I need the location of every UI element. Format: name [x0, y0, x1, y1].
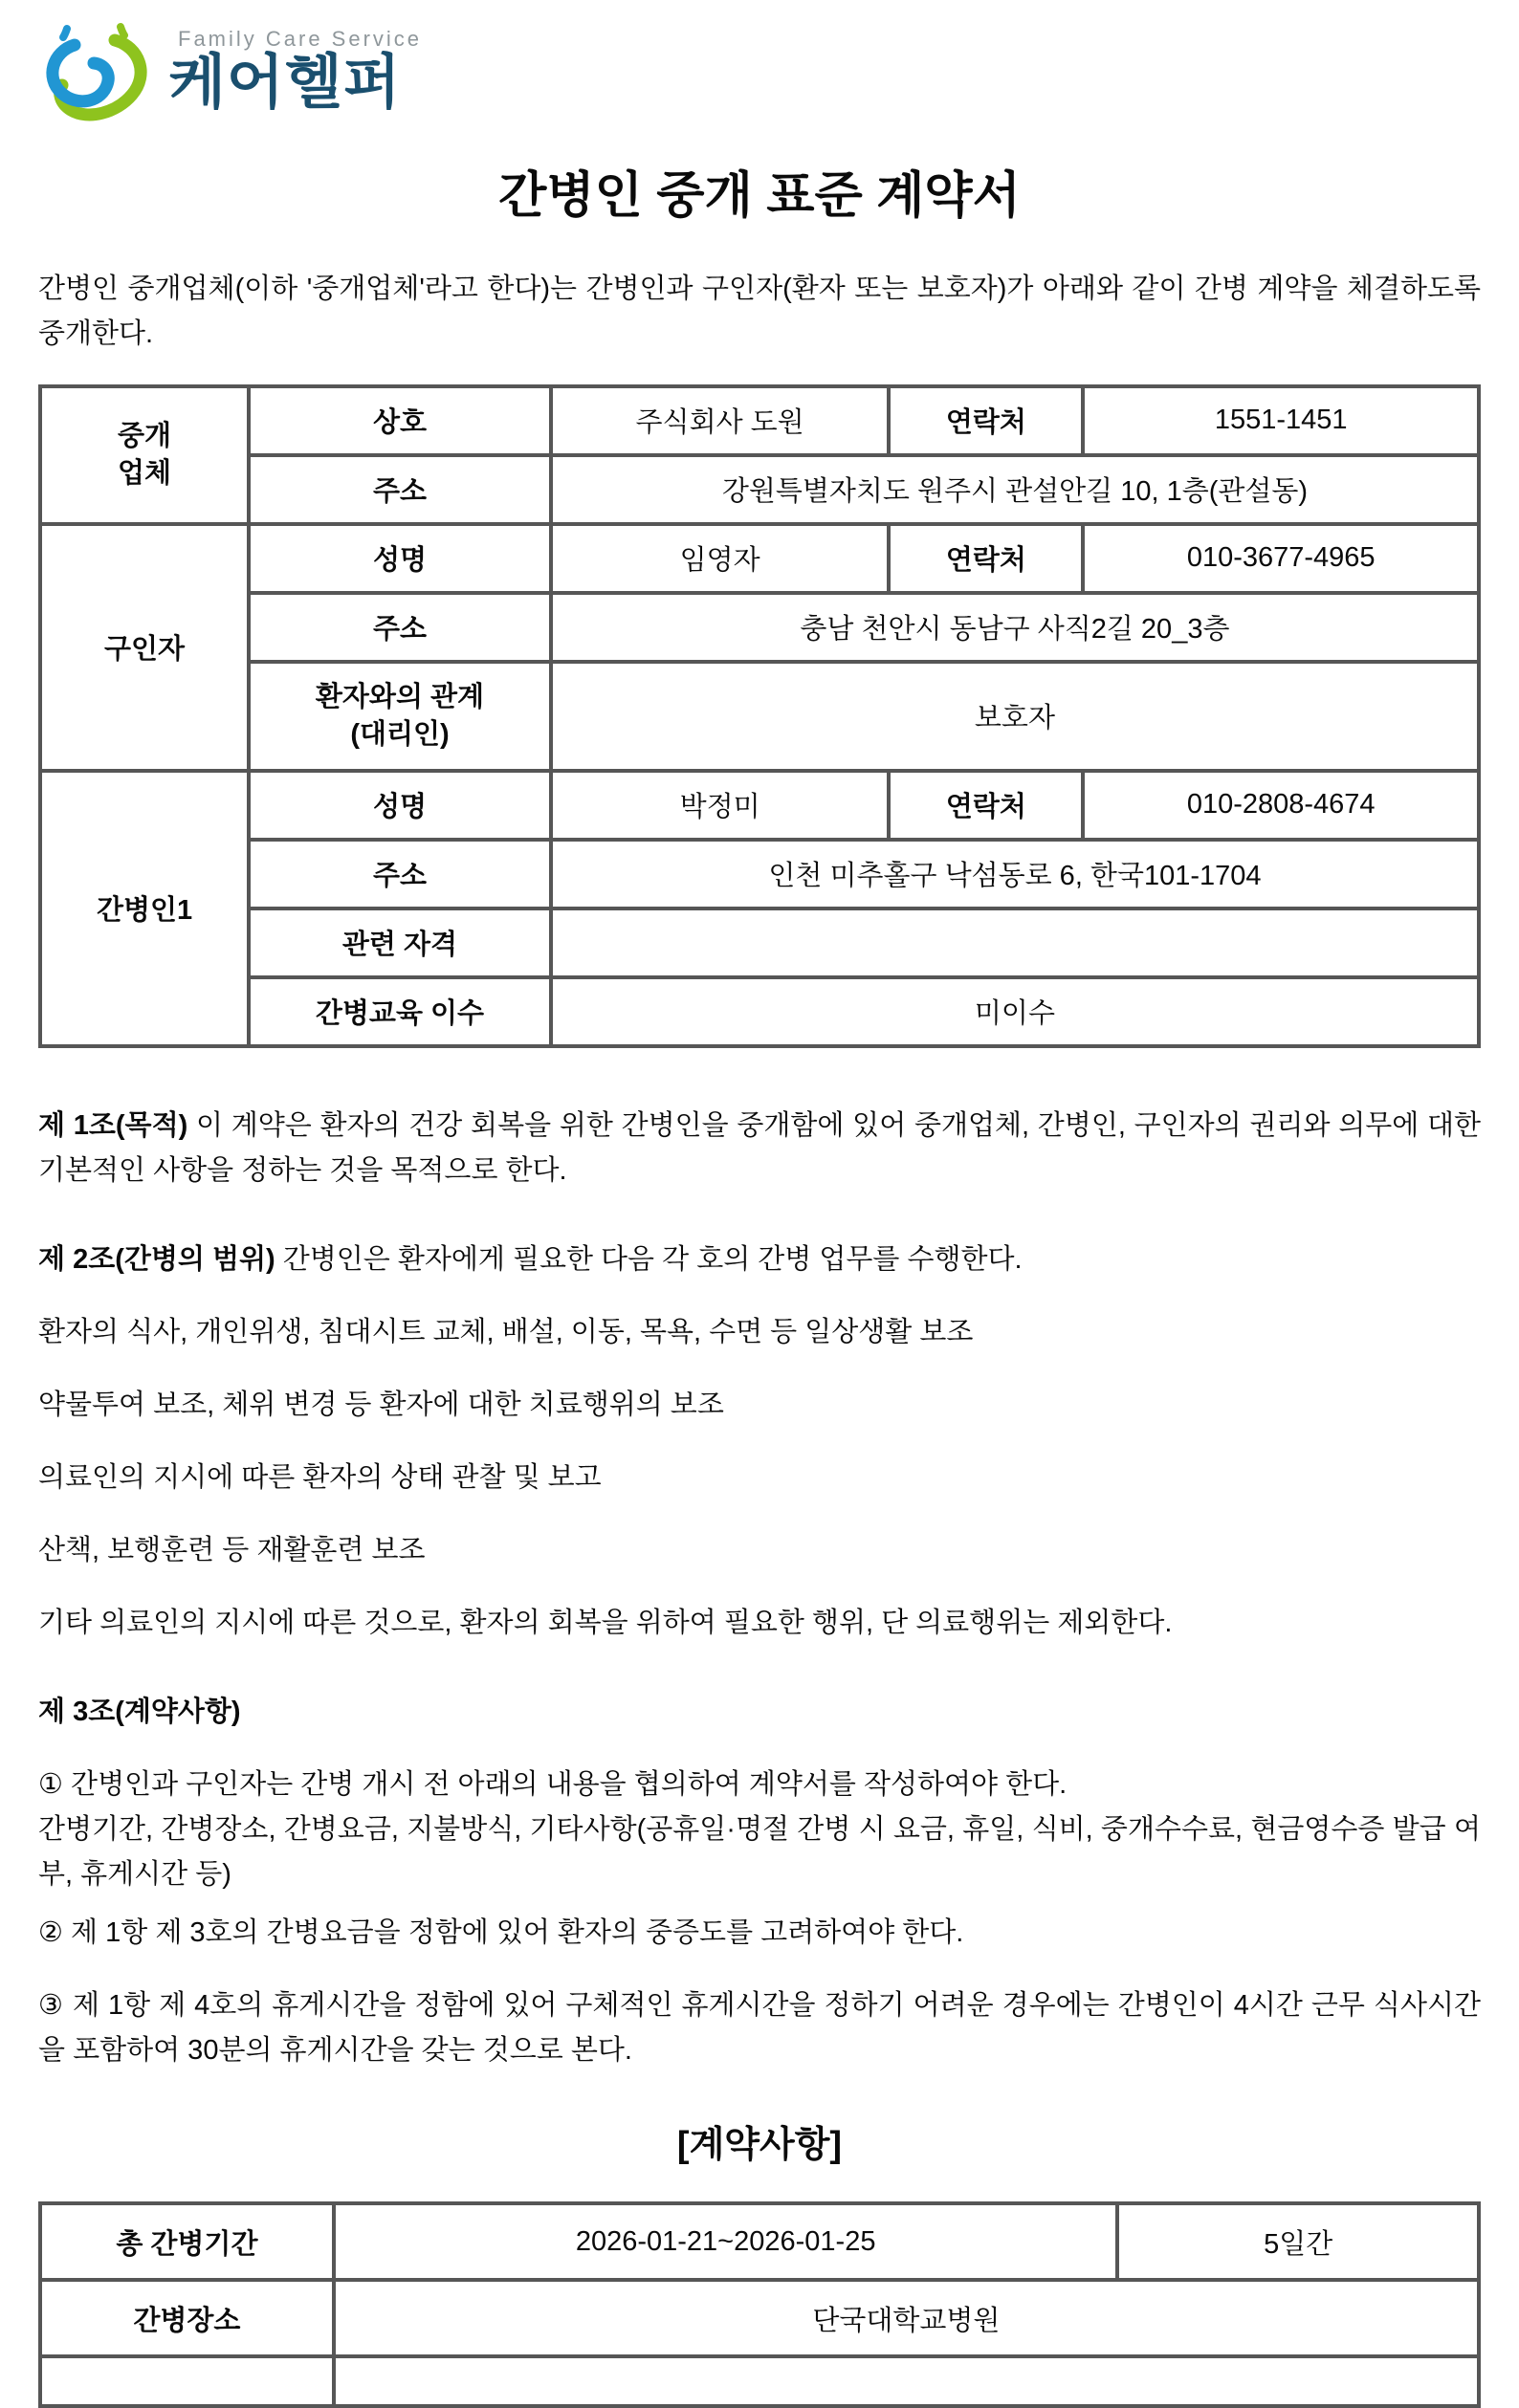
- caregiver-addr-label: 주소: [249, 840, 551, 908]
- article-3-clause-1-line1: ① 간병인과 구인자는 간병 개시 전 아래의 내용을 협의하여 계약서를 작성하여야 한다.: [38, 1768, 1068, 1800]
- broker-addr-value: 강원특별자치도 원주시 관설안길 10, 1층(관설동): [551, 455, 1479, 524]
- place-value: 단국대학교병원: [334, 2280, 1479, 2356]
- article-3-clause-1-line2: 간병기간, 간병장소, 간병요금, 지불방식, 기타사항(공휴일·명절 간병 시 요금, 휴일, 식비, 중개수수료, 현금영수증 발급 여부, 휴게시간 등): [38, 1813, 1481, 1890]
- table-row: [40, 593, 1479, 662]
- article-3-clause-2: ② 제 1항 제 3호의 간병요금을 정함에 있어 환자의 중증도를 고려하여야 한다.: [38, 1916, 964, 1948]
- broker-contact-value: 1551-1451: [1083, 386, 1479, 455]
- article-2-item: 의료인의 지시에 따른 환자의 상태 관찰 및 보고: [38, 1461, 602, 1493]
- article-2-item: 산책, 보행훈련 등 재활훈련 보조: [38, 1534, 426, 1565]
- broker-group-line2: 업체: [118, 457, 172, 489]
- caregiver-name-value: 박정미: [551, 771, 889, 840]
- table-row: [40, 2203, 1479, 2280]
- article-2-item: 기타 의료인의 지시에 따른 것으로, 환자의 회복을 위하여 필요한 행위, 단 의료행위는 제외한다.: [38, 1607, 1173, 1638]
- article-2-body: 간병인은 환자에게 필요한 다음 각 호의 간병 업무를 수행한다.: [275, 1243, 1023, 1275]
- caregiver-license-value: [551, 908, 1479, 977]
- article-3-clause-1: [38, 1762, 1481, 1897]
- caregiver-contact-label: 연락처: [889, 771, 1083, 840]
- caregiver-group-cell: 간병인1: [40, 771, 249, 1046]
- article-1: [38, 1104, 1481, 1193]
- caregiver-education-label: 간병교육 이수: [249, 977, 551, 1046]
- parties-table: [38, 384, 1481, 1048]
- article-1-title: 제 1조(목적): [38, 1109, 188, 1141]
- contract-table: [38, 2201, 1481, 2408]
- broker-group-line1: 중개: [118, 420, 172, 451]
- care-helper-logo-icon: [38, 19, 159, 141]
- period-label: 총 간병기간: [40, 2203, 334, 2280]
- employer-name-value: 임영자: [551, 524, 889, 593]
- caregiver-addr-value: 인천 미추홀구 낙섬동로 6, 한국101-1704: [551, 840, 1479, 908]
- relation-label-line2: (대리인): [350, 718, 450, 750]
- article-1-body: 이 계약은 환자의 건강 회복을 위한 간병인을 중개함에 있어 중개업체, 간병인, 구인자의 권리와 의무에 대한 기본적인 사항을 정하는 것을 목적으로 한다.: [38, 1109, 1482, 1186]
- logo-tagline: Family Care Service: [178, 27, 423, 51]
- table-row: [40, 386, 1479, 455]
- employer-relation-label: [249, 662, 551, 771]
- table-row: [40, 455, 1479, 524]
- table-row-partial: [40, 2356, 1479, 2406]
- employer-contact-label: 연락처: [889, 524, 1083, 593]
- article-2-item: 약물투여 보조, 체위 변경 등 환자에 대한 치료행위의 보조: [38, 1389, 724, 1420]
- place-label: 간병장소: [40, 2280, 334, 2356]
- broker-name-label: 상호: [249, 386, 551, 455]
- caregiver-name-label: 성명: [249, 771, 551, 840]
- article-2-item: 환자의 식사, 개인위생, 침대시트 교체, 배설, 이동, 목욕, 수면 등 일상생활 보조: [38, 1316, 974, 1347]
- table-row: [40, 2280, 1479, 2356]
- period-days: 5일간: [1117, 2203, 1479, 2280]
- caregiver-education-value: 미이수: [551, 977, 1479, 1046]
- partial-row-value: [334, 2356, 1479, 2406]
- article-2-title: 제 2조(간병의 범위): [38, 1243, 275, 1275]
- table-row: [40, 524, 1479, 593]
- intro-paragraph: 간병인 중개업체(이하 '중개업체'라고 한다)는 간병인과 구인자(환자 또는 보호자)가 아래와 같이 간병 계약을 체결하도록 중개한다.: [38, 274, 1481, 349]
- relation-label-line1: 환자와의 관계: [315, 681, 485, 712]
- employer-group-cell: 구인자: [40, 524, 249, 771]
- employer-relation-value: 보호자: [551, 662, 1479, 771]
- contract-section-title: [계약사항]: [676, 2125, 843, 2166]
- table-row: [40, 662, 1479, 771]
- table-row: [40, 977, 1479, 1046]
- broker-group-cell: [40, 386, 249, 524]
- employer-addr-value: 충남 천안시 동남구 사직2길 20_3층: [551, 593, 1479, 662]
- caregiver-contact-value: 010-2808-4674: [1083, 771, 1479, 840]
- logo-text: [168, 21, 422, 114]
- broker-name-value: 주식회사 도원: [551, 386, 889, 455]
- employer-addr-label: 주소: [249, 593, 551, 662]
- broker-addr-label: 주소: [249, 455, 551, 524]
- article-2: [38, 1237, 1481, 1282]
- table-row: [40, 908, 1479, 977]
- table-row: [40, 840, 1479, 908]
- period-value: 2026-01-21~2026-01-25: [334, 2203, 1118, 2280]
- table-row: [40, 771, 1479, 840]
- logo-block: [38, 15, 1481, 138]
- partial-row-label: [40, 2356, 334, 2406]
- employer-name-label: 성명: [249, 524, 551, 593]
- caregiver-license-label: 관련 자격: [249, 908, 551, 977]
- article-3-title: 제 3조(계약사항): [38, 1696, 241, 1727]
- brand-name: 케어헬퍼: [168, 50, 402, 116]
- broker-contact-label: 연락처: [889, 386, 1083, 455]
- article-3-clause-3: ③ 제 1항 제 4호의 휴게시간을 정함에 있어 구체적인 휴게시간을 정하기 어려운 경우에는 간병인이 4시간 근무 식사시간을 포함하여 30분의 휴게시간을 갖는 것으로 본다.: [38, 1989, 1481, 2066]
- employer-contact-value: 010-3677-4965: [1083, 524, 1479, 593]
- page-title: 간병인 중개 표준 계약서: [498, 168, 1021, 224]
